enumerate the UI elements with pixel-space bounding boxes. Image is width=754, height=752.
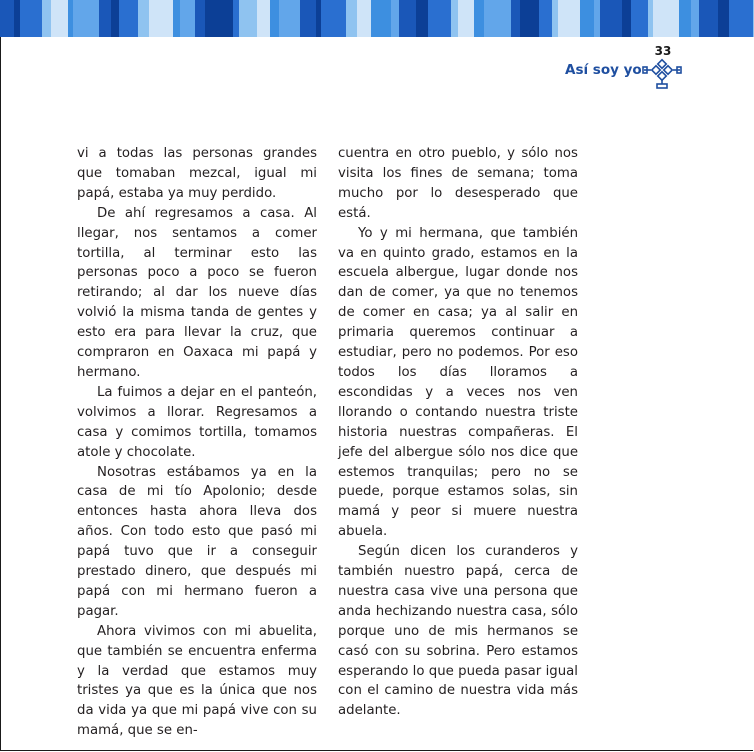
stripe — [428, 0, 451, 37]
stripe — [622, 0, 631, 37]
stripe — [205, 0, 233, 37]
body-paragraph: Yo y mi hermana, que también va en quinto grado, estamos en la escuela albergue, lugar donde nos dan de comer, ya que no tenemos de comer en casa; ya al salir en primaria queremos continuar a estudiar, pero no podemos. Por eso todos los días lloramos a escondidas y a veces nos ven llorando o contando nuestra triste historia nuestras compañeras. El jefe del albergue sólo nos dice que estemos tranquilas; pero no se puede, porque estamos solas, sin mamá y peor si muere nuestra abuela. — [338, 225, 578, 540]
body-paragraph: Ahora vivimos con mi abuelita, que también se encuentra enferma y la verdad que estamos muy tristes ya que es la única que nos da vida ya que mi papá vive con su mamá, que se en- — [77, 623, 317, 739]
stripe — [20, 0, 42, 37]
stripe — [718, 0, 729, 37]
stripe — [699, 0, 718, 37]
body-paragraph: Nosotras estábamos ya en la casa de mi tío Apolonio; desde entonces hasta ahora lleva dos años. Con todo esto que pasó mi papá tuvo que ir a conseguir prestado dinero, que después mi papá con mi hermano fueron a pagar. — [77, 464, 317, 619]
stripe — [600, 0, 622, 37]
body-paragraph: La fuimos a dejar en el panteón, volvimos a llorar. Regresamos a casa y comimos tortilla, tomamos atole y chocolate. — [77, 384, 317, 460]
right-text-column — [338, 144, 578, 721]
stripe — [631, 0, 648, 37]
stripe — [391, 0, 399, 37]
stripe — [729, 0, 753, 37]
page-number: 33 — [654, 44, 672, 58]
body-paragraph: Según dicen los curanderos y también nuestro papá, cerca de nuestra casa vive una persona que anda hechizando nuestra casa, sólo porque uno de mis hermanos se casó con su sobrina. Pero estamos esperando lo que pueda pasar igual con el camino de nuestra vida más adelante. — [338, 544, 578, 719]
body-paragraph: vi a todas las personas grandes que tomaban mezcal, igual mi papá, estaba ya muy perdido. — [77, 146, 317, 201]
stripe — [138, 0, 149, 37]
stripe — [357, 0, 371, 37]
stripe — [416, 0, 428, 37]
stripe — [99, 0, 111, 37]
stripe — [257, 0, 270, 37]
stripe — [451, 0, 458, 37]
stripe — [73, 0, 99, 37]
stripe — [484, 0, 511, 37]
section-title: Así soy yo — [565, 62, 642, 78]
body-paragraph: cuentra en otro pueblo, y sólo nos visita los fines de semana; toma mucho por lo desesperado que está. — [338, 146, 578, 221]
stripe — [653, 0, 679, 37]
stripe — [399, 0, 416, 37]
stripe — [474, 0, 484, 37]
left-text-column — [77, 144, 317, 741]
stripe — [321, 0, 346, 37]
stripe — [580, 0, 594, 37]
stripe — [173, 0, 180, 37]
decorative-stripe-band — [0, 0, 754, 37]
body-paragraph: De ahí regresamos a casa. Al llegar, nos sentamos a comer tortilla, al terminar esto las personas poco a poco se fueron retirando; al dar los nueve días volvió la misma tanda de gentes y esto era para llevar la cruz, que compraron en Oaxaca mi papá y hermano. — [77, 205, 317, 380]
stripe — [42, 0, 51, 37]
stripe — [180, 0, 195, 37]
stripe — [458, 0, 474, 37]
stripe — [691, 0, 699, 37]
stripe — [270, 0, 279, 37]
stripe — [119, 0, 138, 37]
stripe — [111, 0, 119, 37]
stripe — [239, 0, 257, 37]
stripe — [51, 0, 68, 37]
stripe — [195, 0, 205, 37]
stripe — [346, 0, 357, 37]
stripe — [539, 0, 552, 37]
stripe — [149, 0, 173, 37]
stripe — [520, 0, 539, 37]
interlinked-circles-emblem-icon — [642, 58, 684, 90]
stripe — [511, 0, 520, 37]
stripe — [679, 0, 691, 37]
stripe — [558, 0, 580, 37]
stripe — [371, 0, 391, 37]
stripe — [279, 0, 300, 37]
stripe — [0, 0, 14, 37]
stripe — [300, 0, 316, 37]
